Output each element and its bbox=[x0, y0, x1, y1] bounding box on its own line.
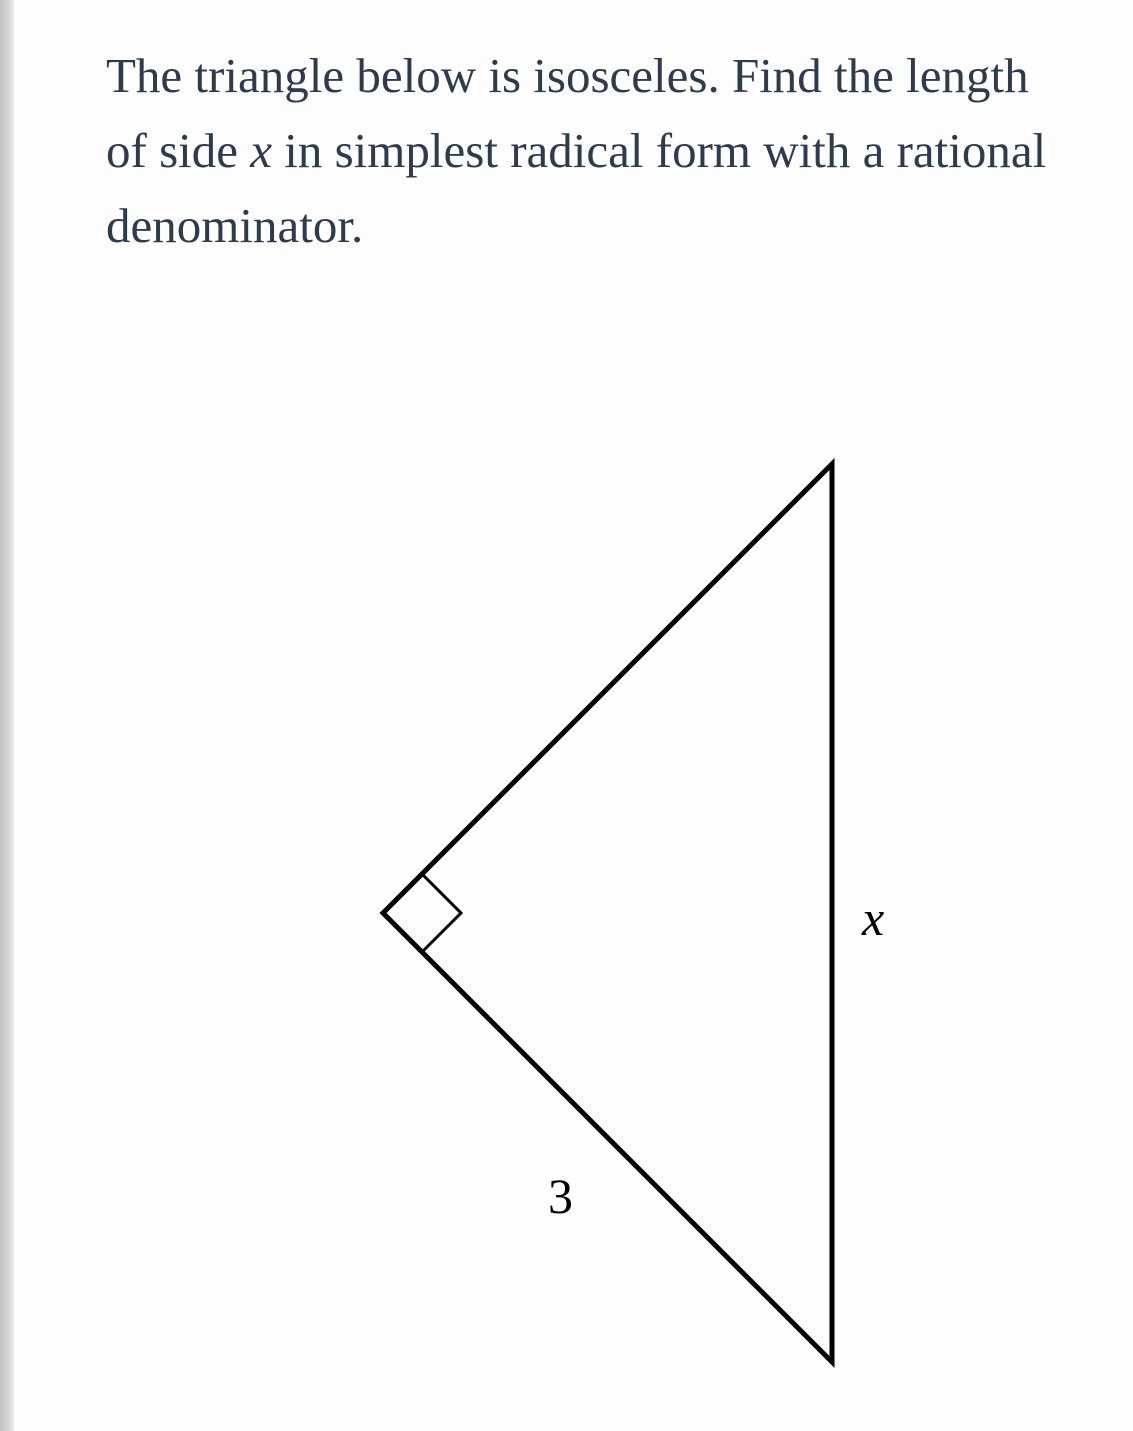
triangle bbox=[383, 464, 832, 1362]
question-part2: in simplest radical form with a rational denominator. bbox=[106, 123, 1047, 253]
right-angle-marker bbox=[422, 874, 461, 952]
question-part1: The triangle below is isosceles. Find the length of side bbox=[106, 48, 1029, 178]
hypotenuse-label: x bbox=[862, 890, 885, 946]
leg-label: 3 bbox=[548, 1168, 573, 1224]
question-variable: x bbox=[250, 123, 272, 178]
